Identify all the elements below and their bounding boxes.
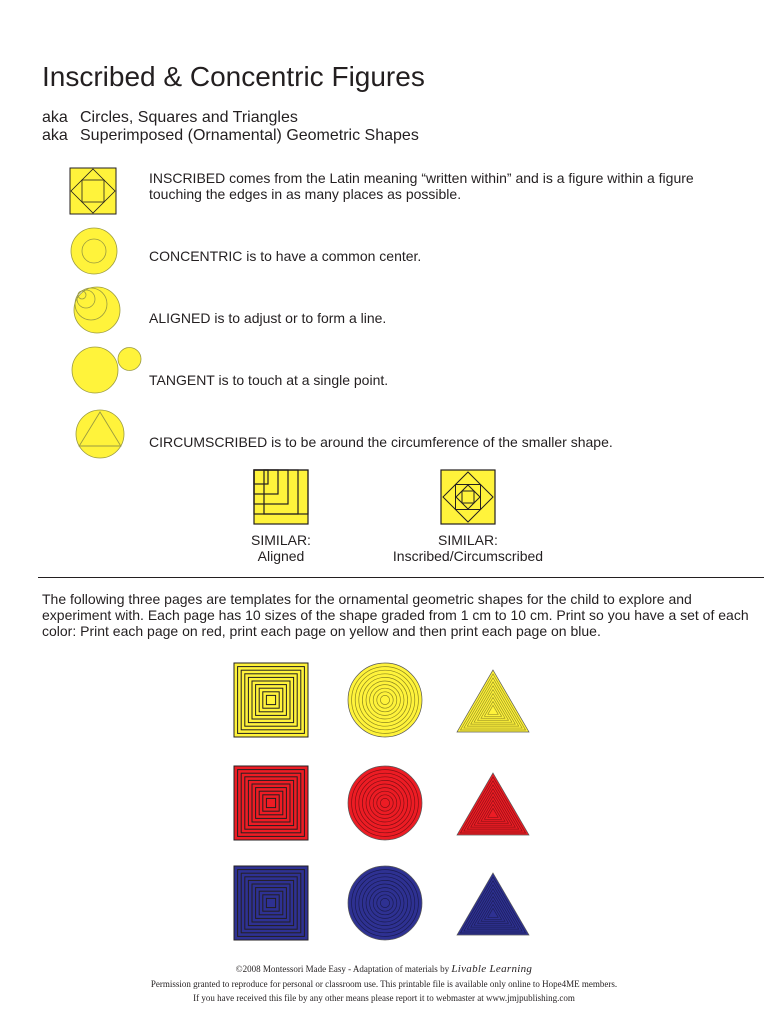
similar-aligned-label bbox=[181, 532, 381, 564]
footer-permission: Permission granted to reproduce for personal or classroom use. This printable file is available only online to Hope4ME members. bbox=[150, 979, 618, 989]
section-divider bbox=[38, 577, 764, 578]
footer-copyright bbox=[0, 963, 768, 975]
aligned-squares-icon bbox=[253, 469, 309, 525]
similar-inscribed-label bbox=[368, 532, 568, 564]
inscribed-square-icon bbox=[69, 167, 117, 215]
aka-text: Superimposed (Ornamental) Geometric Shapes bbox=[80, 127, 419, 144]
circumscribed-triangle-icon bbox=[74, 408, 126, 460]
similar-inscribed-caption: Inscribed/Circumscribed bbox=[392, 548, 544, 564]
definition-concentric: CONCENTRIC is to have a common center. bbox=[149, 248, 422, 264]
red-concentric-triangles-icon bbox=[455, 765, 531, 841]
definition-aligned: ALIGNED is to adjust or to form a line. bbox=[149, 310, 387, 326]
yellow-concentric-squares-icon bbox=[233, 662, 309, 738]
yellow-concentric-circles-icon bbox=[347, 662, 423, 738]
blue-concentric-triangles-icon bbox=[455, 865, 531, 941]
similar-aligned-heading: SIMILAR: bbox=[251, 532, 311, 548]
inscribed-circumscribed-squares-icon bbox=[440, 469, 496, 525]
footer-report: If you have received this file by any other means please report it to webmaster at www.jmjpublishing.com bbox=[193, 993, 575, 1003]
blue-concentric-squares-icon bbox=[233, 865, 309, 941]
aka-line-1 bbox=[42, 109, 298, 127]
blue-concentric-circles-icon bbox=[347, 865, 423, 941]
page-title: Inscribed & Concentric Figures bbox=[42, 61, 425, 92]
similar-aligned-caption: Aligned bbox=[257, 548, 305, 564]
tangent-circles-icon bbox=[70, 345, 144, 395]
aka-text: Circles, Squares and Triangles bbox=[80, 109, 298, 126]
footer-copyright-text: ©2008 Montessori Made Easy - Adaptation of materials by bbox=[235, 964, 450, 974]
similar-inscribed-heading: SIMILAR: bbox=[438, 532, 498, 548]
livable-learning-logo: Livable Learning bbox=[451, 963, 533, 975]
definition-inscribed: INSCRIBED comes from the Latin meaning “written within” and is a figure within a figure touching the edges in as many places as possible. bbox=[149, 170, 694, 202]
yellow-concentric-triangles-icon bbox=[455, 662, 531, 738]
concentric-circles-icon bbox=[69, 226, 119, 276]
aligned-circles-icon bbox=[71, 285, 123, 335]
red-concentric-circles-icon bbox=[347, 765, 423, 841]
aka-prefix: aka bbox=[42, 109, 68, 126]
definition-tangent: TANGENT is to touch at a single point. bbox=[149, 372, 389, 388]
aka-prefix: aka bbox=[42, 127, 68, 144]
red-concentric-squares-icon bbox=[233, 765, 309, 841]
intro-paragraph: The following three pages are templates for the ornamental geometric shapes for the child to explore and experiment with. Each page has 10 sizes of the shape graded from 1 cm to 10 cm. Print so you have a set of each color: Print each page on red, print each page on yellow and then print each page on blue. bbox=[42, 591, 749, 639]
definition-circumscribed: CIRCUMSCRIBED is to be around the circumference of the smaller shape. bbox=[149, 434, 613, 450]
aka-line-2 bbox=[42, 127, 419, 145]
